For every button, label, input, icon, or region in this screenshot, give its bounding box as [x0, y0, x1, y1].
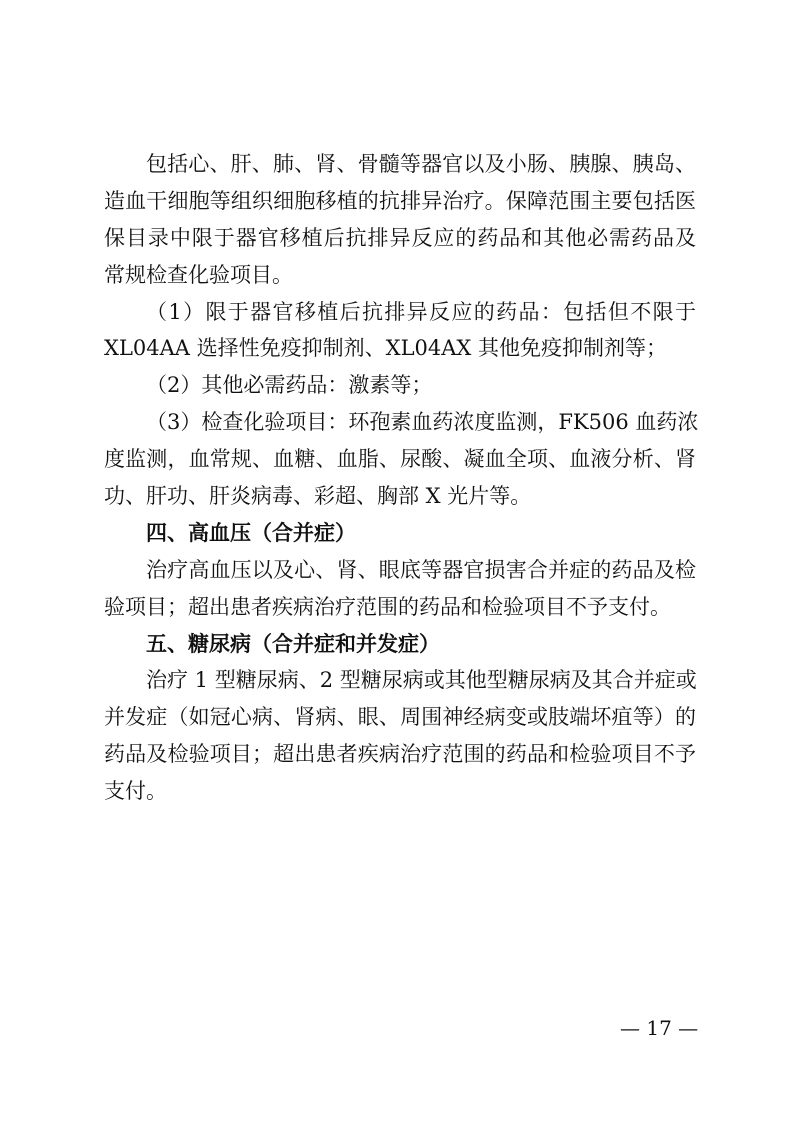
paragraph-line: 功、肝功、肝炎病毒、彩超、胸部 X 光片等。 — [104, 484, 532, 509]
section-heading-hypertension: 四、高血压（合并症） — [146, 520, 356, 545]
paragraph-line: （1）限于器官移植后抗排异反应的药品：包括但不限于 — [146, 299, 696, 324]
paragraph-line: 治疗高血压以及心、肾、眼底等器官损害合并症的药品及检 — [146, 557, 696, 582]
paragraph-line: 验项目；超出患者疾病治疗范围的药品和检验项目不予支付。 — [104, 594, 671, 619]
document-body — [104, 146, 699, 810]
paragraph-line: （3）检查化验项目：环孢素血药浓度监测，FK506 血药浓 — [146, 410, 699, 435]
section-heading-diabetes: 五、糖尿病（合并症和并发症） — [146, 631, 440, 656]
paragraph-line: 造血干细胞等组织细胞移植的抗排异治疗。保障范围主要包括医 — [104, 188, 696, 213]
paragraph-line: 保目录中限于器官移植后抗排异反应的药品和其他必需药品及 — [104, 225, 696, 250]
paragraph-line: 常规检查化验项目。 — [104, 262, 293, 287]
paragraph-line: 度监测，血常规、血糖、血脂、尿酸、凝血全项、血液分析、肾 — [104, 447, 696, 472]
paragraph-line: 包括心、肝、肺、肾、骨髓等器官以及小肠、胰腺、胰岛、 — [146, 152, 696, 176]
paragraph-line: 支付。 — [104, 779, 167, 804]
paragraph-line: 药品及检验项目；超出患者疾病治疗范围的药品和检验项目不予 — [104, 742, 696, 767]
paragraph-line: （2）其他必需药品：激素等； — [146, 373, 433, 398]
paragraph-line: XL04AA 选择性免疫抑制剂、XL04AX 其他免疫抑制剂等； — [104, 336, 668, 361]
paragraph-line: 并发症（如冠心病、肾病、眼、周围神经病变或肢端坏疽等）的 — [104, 705, 696, 730]
paragraph-line: 治疗 1 型糖尿病、2 型糖尿病或其他型糖尿病及其合并症或 — [146, 668, 697, 693]
page-number: — 17 — — [620, 1016, 699, 1040]
